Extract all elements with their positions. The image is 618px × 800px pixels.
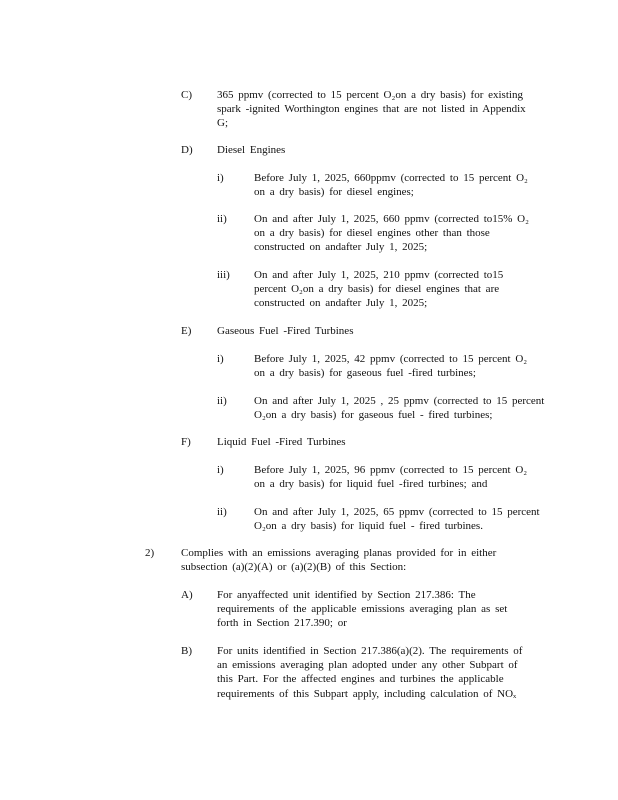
clause-text-line: on a dry basis) for diesel engines; — [254, 186, 414, 199]
clause-label: D) — [181, 144, 193, 156]
clause-label: iii) — [217, 269, 230, 281]
clause-label: E) — [181, 325, 192, 337]
clause-text-line: For units identified in Section 217.386(a)(2). The requirements of — [217, 645, 523, 657]
clause-text-line: O₂on a dry basis) for liquid fuel - fired turbines. — [254, 520, 483, 533]
clause-label: A) — [181, 589, 193, 601]
clause-text-line: this Part. For the affected engines and turbines the applicable — [217, 673, 504, 686]
clause-text-line: on a dry basis) for diesel engines other than those — [254, 227, 490, 240]
clause-label: 2) — [145, 547, 155, 559]
clause-text-line: 365 ppmv (corrected to 15 percent O₂on a dry basis) for existing — [217, 89, 523, 101]
clause-text-line: Before July 1, 2025, 660ppmv (corrected to 15 percent O₂ — [254, 172, 528, 184]
clause-label: i) — [217, 172, 224, 184]
clause-text-line: Liquid Fuel -Fired Turbines — [217, 436, 346, 448]
clause-text-line: an emissions averaging plan adopted under any other Subpart of — [217, 659, 518, 672]
clause-text-line: On and after July 1, 2025 , 25 ppmv (corrected to 15 percent — [254, 395, 545, 407]
clause-label: ii) — [217, 506, 227, 518]
clause-text-line: constructed on andafter July 1, 2025; — [254, 241, 428, 254]
clause-text-line: Complies with an emissions averaging planas provided for in either — [181, 547, 497, 559]
clause-text-line: on a dry basis) for gaseous fuel -fired turbines; — [254, 367, 476, 380]
clause-label: i) — [217, 353, 224, 365]
clause-label: ii) — [217, 213, 227, 225]
clause-text-line: subsection (a)(2)(A) or (a)(2)(B) of this Section: — [181, 561, 407, 574]
clause-text-line: constructed on andafter July 1, 2025; — [254, 297, 428, 310]
clause-label: i) — [217, 464, 224, 476]
clause-text-line: On and after July 1, 2025, 660 ppmv (corrected to15% O₂ — [254, 213, 529, 225]
clause-text-line: G; — [217, 117, 228, 130]
clause-text-line: O₂on a dry basis) for gaseous fuel - fired turbines; — [254, 409, 493, 422]
clause-text-line: Before July 1, 2025, 96 ppmv (corrected to 15 percent O₂ — [254, 464, 528, 476]
clause-text-line: requirements of this Subpart apply, including calculation of NOₓ — [217, 687, 517, 700]
clause-text-line: requirements of the applicable emissions averaging plan as set — [217, 603, 508, 616]
clause-text-line: On and after July 1, 2025, 210 ppmv (corrected to15 — [254, 269, 504, 281]
clause-text-line: forth in Section 217.390; or — [217, 617, 347, 630]
clause-label: F) — [181, 436, 191, 448]
clause-text-line: Gaseous Fuel -Fired Turbines — [217, 325, 354, 337]
clause-text-line: Before July 1, 2025, 42 ppmv (corrected to 15 percent O₂ — [254, 353, 528, 365]
clause-label: ii) — [217, 395, 227, 407]
clause-text-line: For anyaffected unit identified by Section 217.386: The — [217, 589, 476, 601]
clause-text-line: Diesel Engines — [217, 144, 286, 156]
clause-text-line: On and after July 1, 2025, 65 ppmv (corrected to 15 percent — [254, 506, 540, 518]
clause-text-line: spark -ignited Worthington engines that are not listed in Appendix — [217, 103, 526, 116]
clause-label: B) — [181, 645, 192, 657]
clause-text-line: percent O₂on a dry basis) for diesel engines that are — [254, 283, 500, 296]
clause-text-line: on a dry basis) for liquid fuel -fired turbines; and — [254, 478, 488, 491]
clause-label: C) — [181, 89, 192, 101]
